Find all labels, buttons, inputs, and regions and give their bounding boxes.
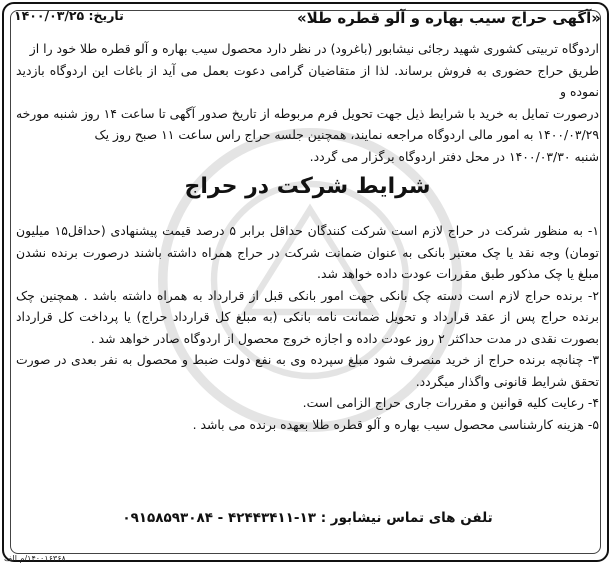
notice-header (14, 6, 601, 30)
conditions-list (16, 220, 599, 435)
contact-phones: تلفن های تماس نیشابور : ۱۳-۴۲۴۴۳۴۱۱ - ۰۹۱۵۸۵۹۳۰۸۴ (122, 510, 493, 526)
intro-line: طریق حراج حضوری به فروش برساند. لذا از متقاضیان گرامی دعوت بعمل می آید از باغات این اردوگاه بازدید نموده و (16, 62, 599, 99)
serial-number: ۱۴۰۰۱۶۳۶۸/م الف (4, 554, 66, 563)
intro-line: شنبه ۱۴۰۰/۰۳/۳۰ در محل دفتر اردوگاه برگزار می گردد. (309, 148, 599, 164)
notice-title: «آگهی حراج سیب بهاره و آلو قطره طلا» (296, 9, 601, 27)
condition-item: ۳- چنانچه برنده حراج از خرید منصرف شود مبلغ سپرده وی به نفع دولت ضبط و محصول به نفر بعدی در صورت تحقق شرایط قانونی واگذار میگردد. (16, 352, 599, 389)
intro-line: ۱۴۰۰/۰۳/۲۹ به امور مالی اردوگاه مراجعه نمایند، همچنین جلسه حراج راس ساعت ۱۱ صبح روز یک (94, 127, 599, 142)
intro-line: اردوگاه تربیتی کشوری شهید رجائی نیشابور (باغرود) در نظر دارد محصول سیب بهاره و آلو قطره طلا خود را از (29, 41, 599, 56)
notice-date: تاریخ: ۱۴۰۰/۰۳/۲۵ (14, 8, 124, 23)
section-title: شرایط شرکت در حراج (184, 174, 431, 199)
intro-paragraph (16, 38, 599, 167)
condition-item: ۲- برنده حراج لازم است دسته چک بانکی جهت امور بانکی قبل از قرارداد به همراه داشته باشد . همچنین چک برنده حراج پس از عقد قرارداد و تحویل ضمانت نامه بانکی (به مبلغ کل قرارداد حراج) یا پرداخت کل قرارداد بصورت نقدی در مدت حداکثر ۲ روز عودت داده و اجازه خروج محصول از اردوگاه صادر خواهد شد . (16, 287, 599, 346)
intro-line: درصورت تمایل به خرید با شرایط ذیل جهت تحویل فرم مربوطه از تاریخ صدور آگهی تا ساعت ۱۴ روز شنبه مورخه (15, 105, 599, 121)
condition-item: ۵- هزینه کارشناسی محصول سیب بهاره و آلو قطره طلا بعهده برنده می باشد . (192, 416, 599, 432)
condition-item: ۴- رعایت کلیه قوانین و مقررات جاری حراج الزامی است. (302, 395, 599, 410)
condition-item: ۱- به منظور شرکت در حراج لازم است شرکت کنندگان حداقل برابر ۵ درصد قیمت پیشنهادی (حداقل۱۵ میلیون تومان) وجه نقد یا چک معتبر بانکی به عنوان ضمانت شرکت در حراج همراه داشته باشند درصورت برنده نشدن مبلغ یا چک مذکور طبق مقررات عودت داده خواهد شد. (16, 223, 600, 281)
